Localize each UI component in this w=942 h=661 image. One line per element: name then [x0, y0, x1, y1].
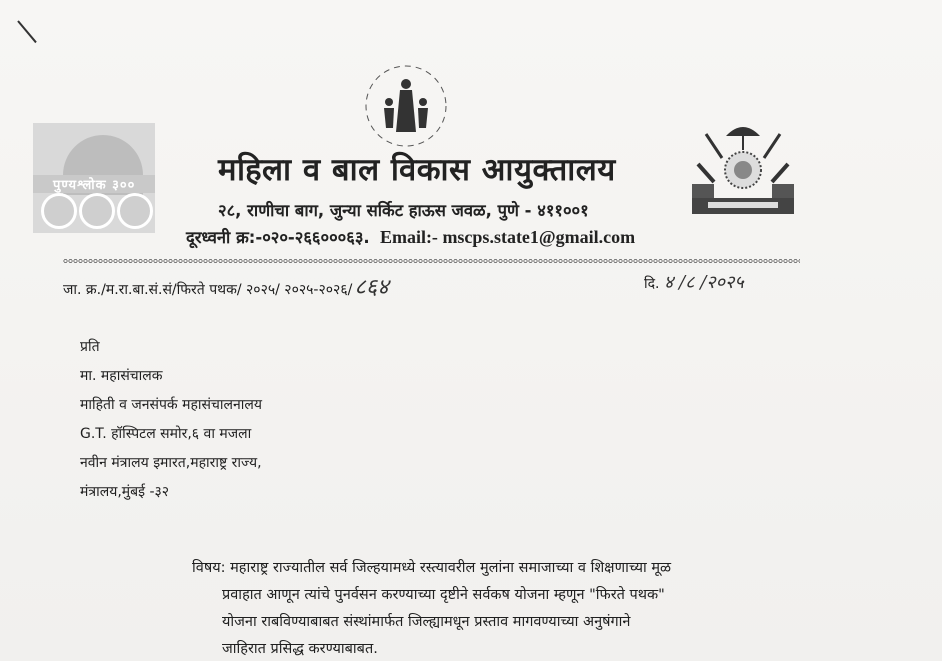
reference-number-handwritten: ८६४: [354, 275, 389, 300]
maharashtra-state-emblem-icon: [688, 118, 798, 218]
reference-number: [63, 271, 389, 301]
office-address: २८, राणीचा बाग, जुन्या सर्किट हाऊस जवळ, पुणे - ४११००१: [218, 201, 589, 220]
reference-number-prefix: जा. क्र./म.रा.बा.सं.सं/फिरते पथक/ २०२५/ २०२५-२०२६/: [63, 282, 353, 298]
phone-number: ०२०-२६६०००६३.: [262, 228, 370, 247]
left-logo-caption: पुण्यश्लोक ३००: [53, 178, 136, 193]
email-label: Email:-: [379, 227, 438, 247]
recipient-line: नवीन मंत्रालय इमारत,महाराष्ट्र राज्य,: [80, 455, 262, 471]
subject-line: जाहिरात प्रसिद्ध करण्याबाबत.: [222, 641, 378, 657]
subject-line: विषय: महाराष्ट्र राज्यातील सर्व जिल्हयामध्ये रस्त्यावरील मुलांना समाजाच्या व शिक्षणाच्या मूळ: [192, 560, 672, 576]
email-address: mscps.state1@gmail.com: [442, 227, 636, 247]
recipient-line: माहिती व जनसंपर्क महासंचालनालय: [80, 397, 263, 413]
letterhead-divider: [63, 258, 800, 264]
office-title: महिला व बाल विकास आयुक्तालय: [218, 152, 616, 188]
letter-date: [644, 270, 744, 294]
women-child-development-emblem-icon: [362, 62, 450, 150]
date-handwritten: ४ /८ /२०२५: [663, 272, 744, 293]
phone-label: दूरध्वनी क्र:-: [186, 228, 263, 247]
office-contact: [186, 225, 635, 248]
pen-mark: [17, 20, 37, 43]
recipient-line: G.T. हॉस्पिटल समोर,६ वा मजला: [80, 426, 252, 442]
subject-line: योजना राबविण्याबाबत संस्थांमार्फत जिल्ह्यामधून प्रस्ताव मागवण्याच्या अनुषंगाने: [222, 614, 631, 630]
recipient-line: प्रति: [80, 339, 100, 355]
recipient-line: मंत्रालय,मुंबई -३२: [80, 484, 170, 500]
punyashlok-300-logo: [33, 123, 155, 233]
recipient-line: मा. महासंचालक: [80, 368, 163, 384]
date-label: दि.: [644, 276, 660, 292]
subject-line: प्रवाहात आणून त्यांचे पुनर्वसन करण्याच्या दृष्टीने सर्वकष योजना म्हणून "फिरते पथक": [222, 587, 665, 603]
